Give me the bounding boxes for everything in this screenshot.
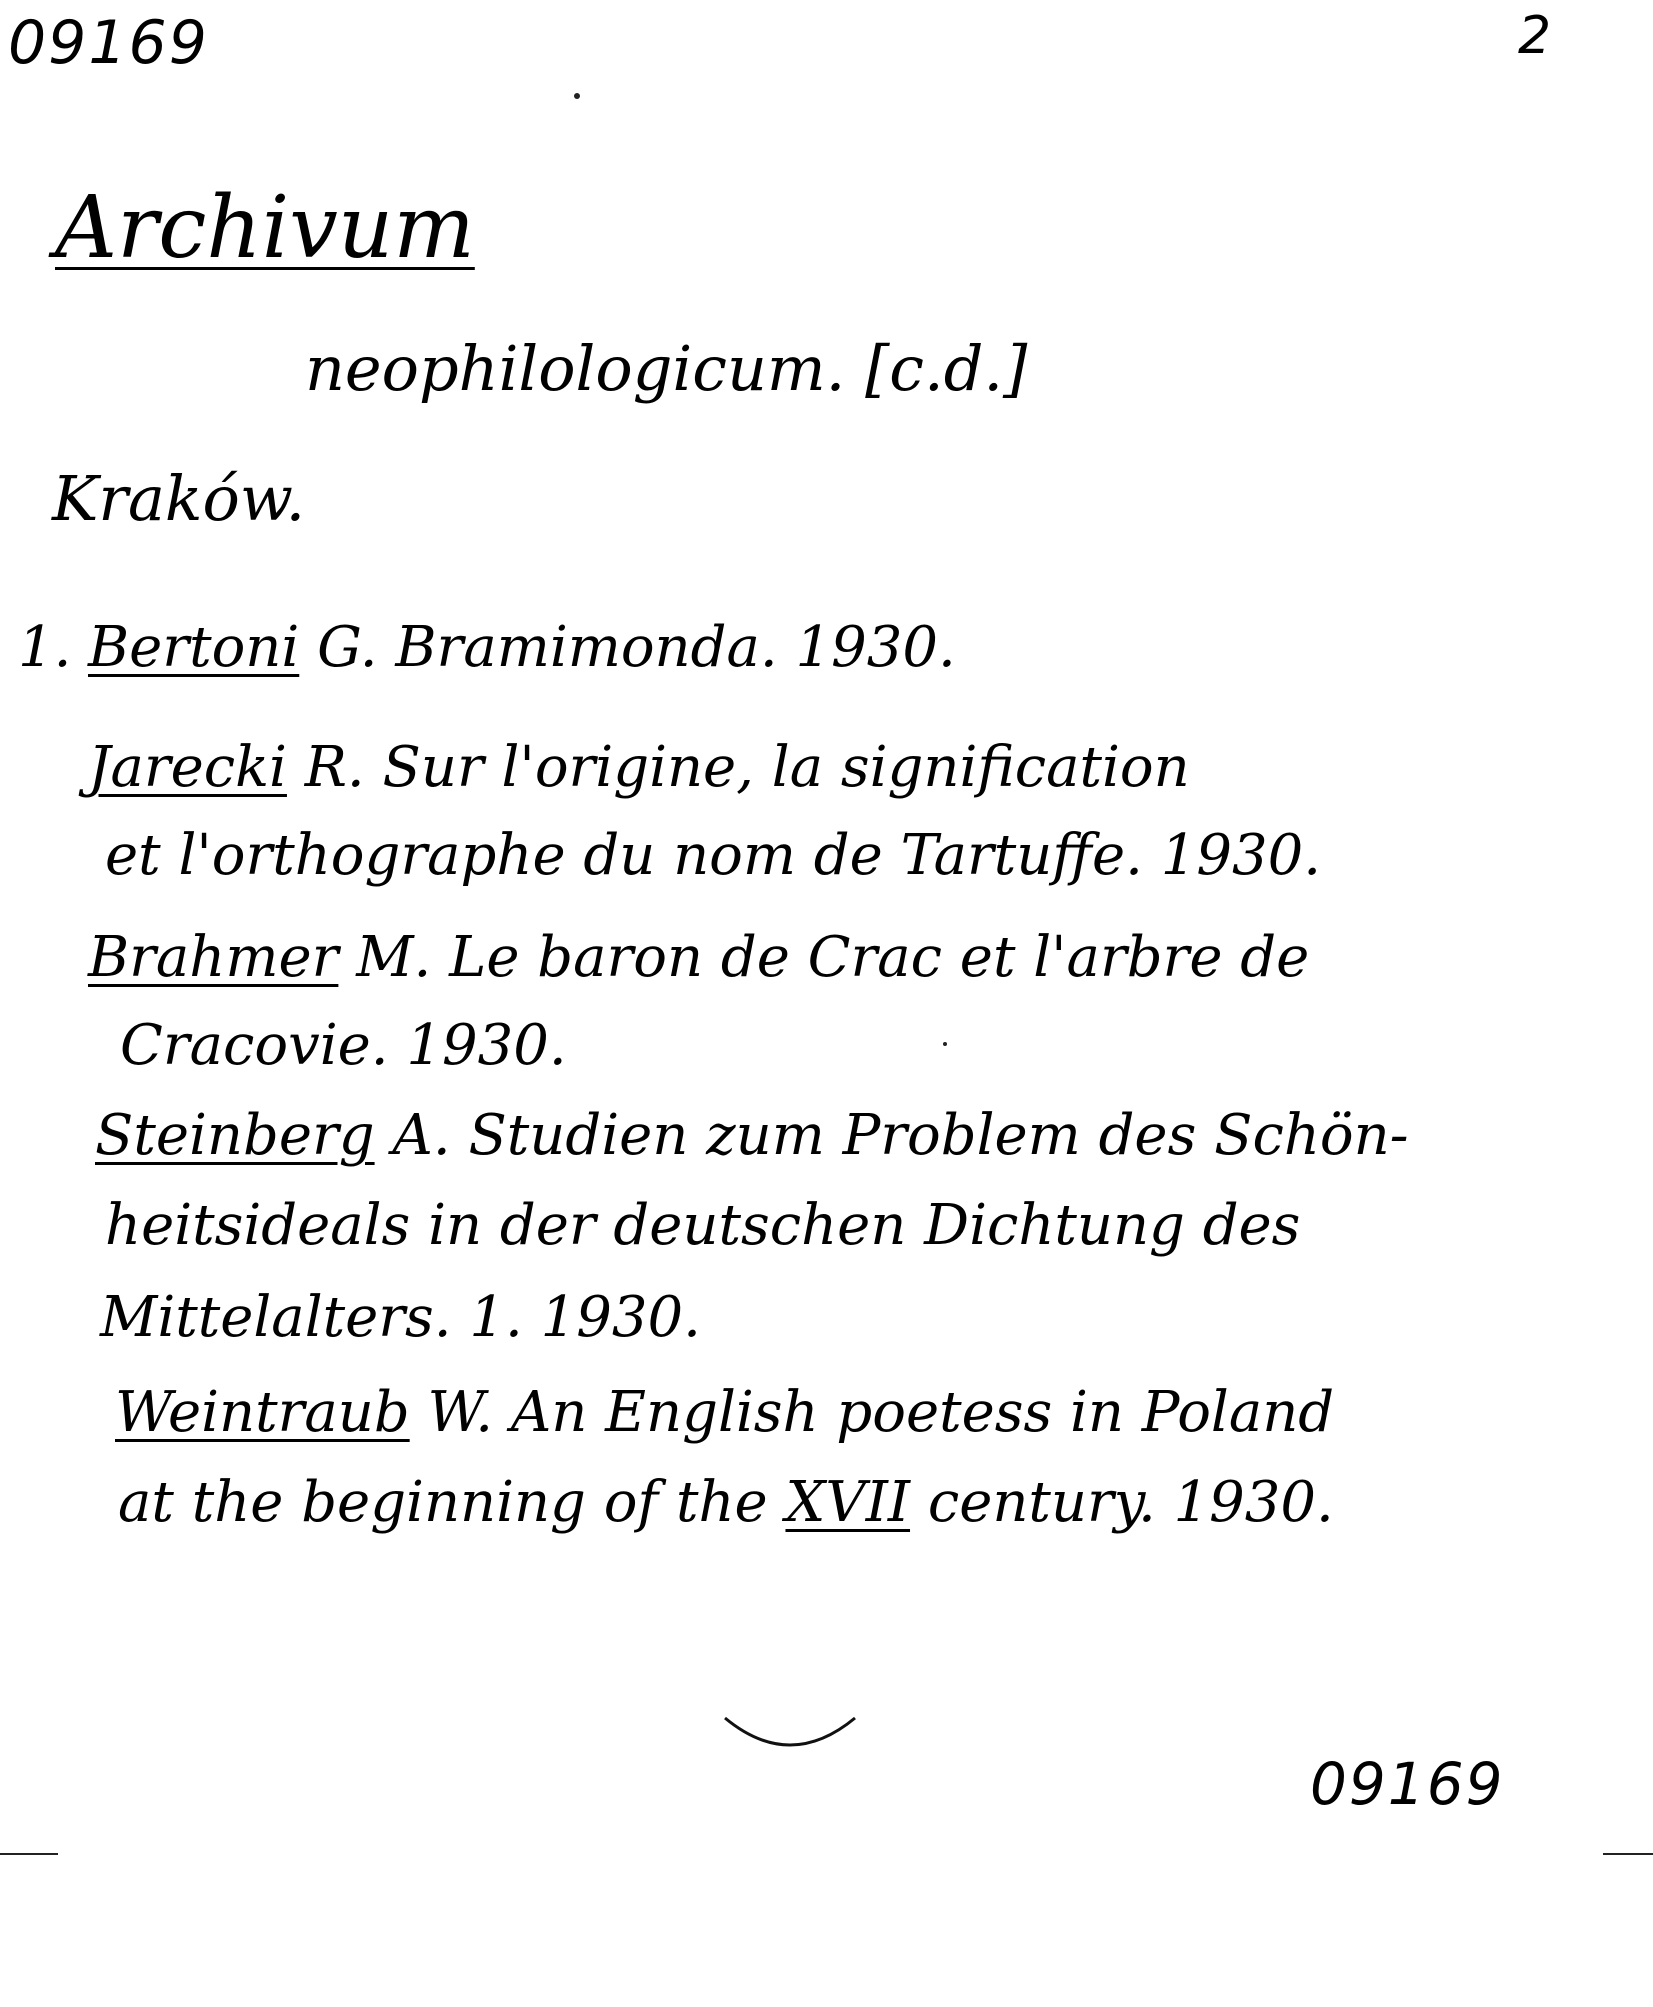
entry-author: Bertoni (88, 615, 300, 680)
century-numeral: XVII (785, 1470, 911, 1535)
entry-text: R. Sur l'origine, la signification (286, 735, 1190, 800)
entry-author: Steinberg (95, 1103, 375, 1168)
entry-author: Jarecki (88, 735, 287, 800)
entry-steinberg (95, 1103, 1409, 1168)
entry-text: A. Studien zum Problem des Schön- (374, 1103, 1409, 1168)
entry-text: century. 1930. (910, 1470, 1334, 1535)
publication-place: Kraków. (52, 462, 306, 535)
entry-text: W. An English poetess in Poland (409, 1380, 1335, 1445)
card-number-top: 09169 (8, 8, 209, 78)
entry-text: M. Le baron de Crac et l'arbre de (338, 925, 1310, 990)
entry-steinberg-continued-2 (100, 1285, 701, 1350)
entry-text: at the beginning of the (118, 1470, 786, 1535)
entry-weintraub-continued (118, 1470, 1334, 1535)
entry-author: Weintraub (115, 1380, 410, 1445)
card-number-bottom: 09169 (1310, 1750, 1505, 1818)
page-number: 2 (1518, 6, 1552, 66)
entry-text: heitsideals in der deutschen Dichtung des (105, 1193, 1301, 1258)
card-subtitle: neophilologicum. [c.d.] (305, 332, 1028, 405)
edge-tick-left (0, 1853, 58, 1855)
index-number: 1. (18, 615, 72, 680)
hole-arc-mark (720, 1712, 860, 1762)
edge-tick-right (1603, 1853, 1653, 1855)
card-title: Archivum (55, 178, 475, 278)
entry-steinberg-continued (105, 1193, 1301, 1258)
entry-weintraub (115, 1380, 1335, 1445)
entry-text: Mittelalters. 1. 1930. (100, 1285, 701, 1350)
speck-mark (574, 93, 580, 99)
entry-jarecki-continued (105, 823, 1322, 888)
entry-brahmer-continued (120, 1013, 567, 1078)
entry-author: Brahmer (88, 925, 339, 990)
entry-jarecki (88, 735, 1190, 800)
entry-text: et l'orthographe du nom de Tartuffe. 1930. (105, 823, 1322, 888)
entry-brahmer (88, 925, 1310, 990)
entry-text: G. Bramimonda. 1930. (299, 615, 956, 680)
speck-mark (943, 1042, 947, 1046)
entry-text: Cracovie. 1930. (120, 1013, 567, 1078)
entry-bertoni (88, 615, 956, 680)
